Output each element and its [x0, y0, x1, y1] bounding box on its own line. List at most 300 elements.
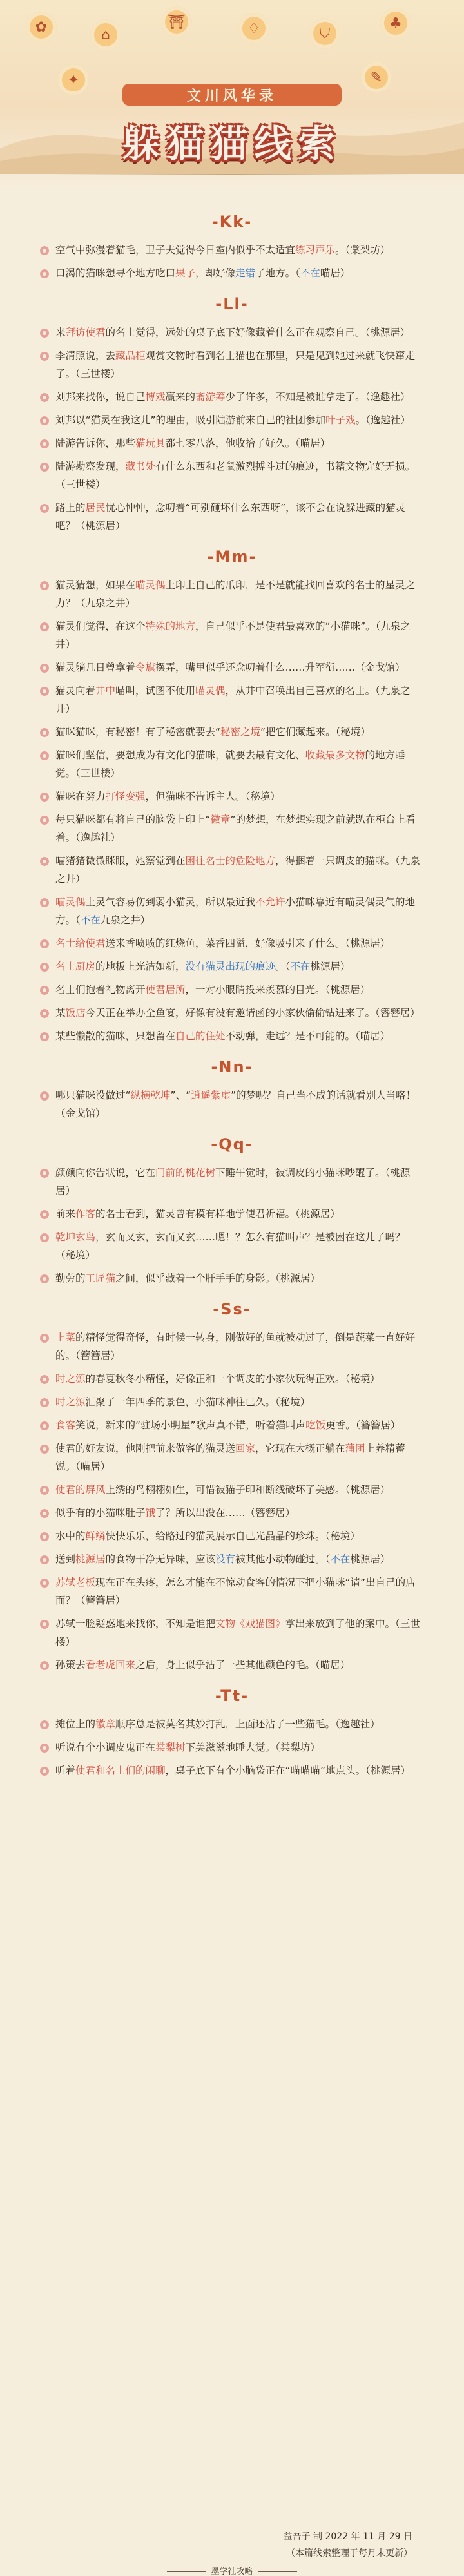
- clue-text-segment: 喵猪猪微微眯眼，她察觉到在: [55, 855, 186, 867]
- clue-text-segment: 李清照说，去: [55, 350, 116, 361]
- clue-item: [40, 1573, 424, 1610]
- clue-text-segment: 下美滋滋地睡大觉。（棠梨坊）: [185, 1742, 320, 1753]
- clue-text-segment: 的地方睡觉。（三世楼）: [55, 749, 405, 779]
- clue-text-segment: 。（: [275, 961, 291, 972]
- bullet-icon: [40, 246, 49, 255]
- clue-text-segment: 摊位上的: [55, 1718, 96, 1730]
- clue-text: [55, 457, 424, 494]
- clue-item: [40, 957, 424, 976]
- clue-text-segment: ，但猫咪不告诉主人。（秘境）: [145, 791, 280, 802]
- clue-text-segment: 摆弄，嘴里似乎还念叨着什么……升军衔……（金戈馆）: [155, 662, 405, 673]
- section-heading: -Nn-: [211, 1058, 253, 1076]
- clue-text-segment: 送来香喷喷的红烧鱼，菜香四溢，好像吸引来了什么。（桃源居）: [105, 937, 391, 949]
- section-heading: -Ll-: [215, 295, 249, 313]
- clue-list: [0, 193, 464, 1780]
- clue-text-segment: 上灵气容易伤到弱小猫灵，所以最近我: [85, 896, 256, 908]
- clue-text-segment: 的名士觉得，远处的桌子底下好像藏着什么正在观察自己。（桃源居）: [105, 327, 411, 338]
- clue-text-segment: 每只猫咪都有将自己的脑袋上印上“: [55, 814, 211, 825]
- clue-text-segment: 陆游勘察发现，: [55, 461, 126, 472]
- bullet-icon: [40, 664, 49, 673]
- clue-text-segment: 被其他小动物碰过。（: [235, 1553, 331, 1565]
- clue-item: [40, 1269, 424, 1287]
- highlight-text: 打怪变强: [105, 791, 146, 802]
- bullet-icon: [40, 1445, 49, 1454]
- clue-text: [55, 1439, 424, 1475]
- bullet-icon: [40, 963, 49, 972]
- bullet-icon: [40, 857, 49, 866]
- highlight-text: 不允许: [255, 896, 285, 908]
- highlight-text: 喵灵偶: [135, 579, 166, 591]
- highlight-text: 喵灵偶: [55, 896, 86, 908]
- clue-text: [55, 576, 424, 612]
- clue-text-segment: 。（逸趣社）: [355, 414, 411, 426]
- clue-text: [55, 1027, 424, 1045]
- bullet-icon: [40, 1767, 49, 1776]
- cat-icon: ✦: [58, 64, 89, 95]
- highlight-text: 名士给使君: [55, 937, 106, 949]
- clue-text-segment: 送到: [55, 1553, 76, 1565]
- bullet-icon: [40, 1532, 49, 1541]
- bullet-icon: [40, 751, 49, 760]
- highlight-text: 秘密之境: [220, 726, 261, 738]
- clue-text: [55, 1481, 424, 1499]
- clue-text: [55, 934, 424, 952]
- clue-item: [40, 981, 424, 999]
- bullet-icon: [40, 1233, 49, 1242]
- clue-item: [40, 658, 424, 677]
- clue-text-segment: 名士们抱着礼物离开: [55, 984, 146, 995]
- bullet-icon: [40, 986, 49, 995]
- clue-text-segment: 猫灵猜想，如果在: [55, 579, 136, 591]
- bullet-icon: [40, 1274, 49, 1283]
- highlight-text: 食客: [55, 1419, 76, 1431]
- bullet-icon: [40, 816, 49, 825]
- clue-item: [40, 1004, 424, 1022]
- banner-text: 文川风华录: [186, 88, 277, 104]
- highlight-text: 徽章: [210, 814, 231, 825]
- scroll-icon: ✎: [361, 62, 392, 93]
- clue-text-segment: 猫咪们坚信，要想成为有文化的猫咪，就要去最有文化、: [55, 749, 305, 761]
- clue-text: [55, 893, 424, 929]
- clue-text-segment: 听着: [55, 1765, 76, 1776]
- clue-text: [55, 787, 424, 805]
- clue-text: [55, 1573, 424, 1610]
- highlight-text: 斋游筹: [195, 391, 226, 403]
- clue-text-segment: 之后，身上似乎沾了一些其他颜色的毛。（喵居）: [135, 1659, 351, 1671]
- clue-item: [40, 746, 424, 782]
- clue-item: [40, 1481, 424, 1499]
- bullet-icon: [40, 622, 49, 631]
- highlight-text: 叶子戏: [325, 414, 356, 426]
- clue-text: [55, 723, 424, 741]
- clue-text-segment: 的食物干净无异味，应该: [105, 1553, 216, 1565]
- clue-item: [40, 1738, 424, 1756]
- clue-text-segment: 孙策去: [55, 1659, 86, 1671]
- clue-text: [55, 388, 424, 406]
- clue-item: [40, 241, 424, 259]
- highlight-text: 时之源: [55, 1396, 86, 1408]
- highlight-text: 时之源: [55, 1373, 86, 1385]
- shield-icon: ⛉: [309, 18, 340, 49]
- clue-text-segment: ，却好像: [195, 267, 236, 279]
- highlight-text: 自己的住处: [175, 1030, 226, 1042]
- clue-text-segment: 的地板上光洁如新，: [95, 961, 186, 972]
- clue-text: [55, 411, 424, 429]
- clue-text-segment: 的春夏秋冬小精怪，好像正和一个调皮的小家伙玩得正欢。（秘境）: [85, 1373, 380, 1385]
- highlight-text: 徽章: [95, 1718, 116, 1730]
- bullet-icon: [40, 1620, 49, 1629]
- bullet-icon: [40, 393, 49, 402]
- header: [0, 0, 464, 193]
- header-banner: [122, 84, 342, 106]
- clue-text-segment: 上印上自己的爪印，是不是就能找回喜欢的名士的星灵之力？（九泉之井）: [55, 579, 416, 609]
- bullet-icon: [40, 352, 49, 361]
- pavilion-icon: ⌂: [90, 19, 121, 50]
- bullet-icon: [40, 1091, 49, 1101]
- clue-text-segment: 颜颜向你告状说，它在: [55, 1167, 156, 1178]
- section-heading: -Kk-: [211, 213, 253, 231]
- clue-text: [55, 617, 424, 653]
- clue-text-segment: 快快乐乐，给路过的猫灵展示自己光晶晶的珍珠。（秘境）: [105, 1530, 360, 1542]
- highlight-text: 鲜鳞: [85, 1530, 106, 1542]
- bullet-icon: [40, 1555, 49, 1564]
- highlight-text: 使君的屏风: [55, 1484, 106, 1495]
- clue-text-segment: 似乎有的小猫咪肚子: [55, 1507, 146, 1519]
- clue-text-segment: 赢来的: [165, 391, 196, 403]
- clue-text-segment: 喵居）: [320, 267, 351, 279]
- section-heading: -Qq-: [211, 1135, 253, 1153]
- highlight-text: 看老虎回来: [85, 1659, 136, 1671]
- highlight-text: 使君和名士们的闲聊: [75, 1765, 166, 1776]
- clue-text-segment: 空气中弥漫着猫毛，卫子夫觉得今日室内似乎不太适宜: [55, 244, 296, 256]
- clue-text-segment: 猫灵躺几日曾拿着: [55, 662, 136, 673]
- clue-text-segment: ，桌子底下有个小脑袋正在“喵喵喵”地点头。（桃源居）: [165, 1765, 411, 1776]
- clue-item: [40, 1370, 424, 1388]
- highlight-text: 练习声乐: [295, 244, 336, 256]
- bullet-icon: [40, 463, 49, 472]
- highlight-text: 上菜: [55, 1332, 76, 1343]
- clue-text-segment: 使君的好友说，他刚把前来做客的猫灵送: [55, 1443, 236, 1454]
- highlight-text: 不在: [290, 961, 311, 972]
- clue-text-segment: 猫灵们觉得，在这个: [55, 620, 146, 632]
- lantern-icon: ♢: [238, 13, 269, 44]
- highlight-text: 不在: [330, 1553, 351, 1565]
- highlight-text: 乾坤玄鸟: [55, 1231, 96, 1243]
- clue-text-segment: 笑说，新来的“驻场小明星”歌声真不错，听着猫叫声: [75, 1419, 306, 1431]
- highlight-text: 居民: [85, 502, 106, 514]
- clue-item: [40, 893, 424, 929]
- clue-text: [55, 1615, 424, 1651]
- bullet-icon: [40, 1375, 49, 1384]
- section-heading: -Tt-: [215, 1687, 249, 1705]
- clue-item: [40, 1228, 424, 1264]
- bullet-icon: [40, 504, 49, 513]
- highlight-text: 逍遥紫虚: [191, 1090, 231, 1101]
- clue-text: [55, 1086, 424, 1122]
- highlight-text: 喵灵偶: [195, 685, 226, 697]
- clue-text: [55, 1715, 424, 1733]
- clue-item: [40, 1393, 424, 1411]
- bullet-icon: [40, 269, 49, 278]
- clue-item: [40, 576, 424, 612]
- clue-item: [40, 934, 424, 952]
- highlight-text: 名士厨房: [55, 961, 96, 972]
- highlight-text: 饭店: [65, 1007, 86, 1019]
- section-heading: -Mm-: [207, 548, 257, 566]
- clue-text: [55, 1205, 424, 1223]
- clue-text-segment: 猫咪猫咪，有秘密！有了秘密就要去“: [55, 726, 221, 738]
- clue-text-segment: ，得捆着一只调皮的猫咪。（九泉之井）: [55, 855, 420, 885]
- highlight-text: 果子: [175, 267, 196, 279]
- highlight-text: 井中: [95, 685, 116, 697]
- clue-item: [40, 388, 424, 406]
- clue-text-segment: 苏轼一脸疑惑地来找你，不知是谁把: [55, 1618, 216, 1629]
- bullet-icon: [40, 793, 49, 802]
- clue-text-segment: 桃源居）: [350, 1553, 391, 1565]
- bullet-icon: [40, 1661, 49, 1670]
- clue-text: [55, 811, 424, 847]
- clue-text: [55, 1370, 424, 1388]
- clue-text: [55, 1527, 424, 1545]
- highlight-text: 不在: [80, 914, 101, 926]
- clue-text-segment: 路上的: [55, 502, 86, 514]
- bullet-icon: [40, 898, 49, 907]
- clue-text-segment: 今天正在举办全鱼宴，好像有没有邀请函的小家伙偷偷钻进来了。（簪簪居）: [85, 1007, 420, 1019]
- clue-text-segment: 了？所以出没在……（簪簪居）: [155, 1507, 296, 1519]
- highlight-text: 走错: [235, 267, 256, 279]
- bullet-icon: [40, 439, 49, 448]
- bullet-icon: [40, 1486, 49, 1495]
- clue-text: [55, 1656, 424, 1674]
- clue-item: [40, 1762, 424, 1780]
- bullet-icon: [40, 1509, 49, 1518]
- clue-text-segment: ，从井中召唤出自己喜欢的名士。（九泉之井）: [55, 685, 411, 715]
- highlight-text: 使君居所: [145, 984, 186, 995]
- clue-item: [40, 411, 424, 429]
- bullet-icon: [40, 1210, 49, 1219]
- bullet-icon: [40, 1744, 49, 1753]
- highlight-text: 桃源居: [75, 1553, 106, 1565]
- clue-text-segment: 桃源居）: [310, 961, 351, 972]
- signature-block: [284, 2528, 412, 2562]
- clue-text: [55, 1393, 424, 1411]
- highlight-text: 拜访使君: [65, 327, 106, 338]
- clue-text-segment: 刘邦来找你，说自己: [55, 391, 146, 403]
- clue-text-segment: 听说有个小调皮鬼正在: [55, 1742, 156, 1753]
- clue-text-segment: ”把它们藏起来。（秘境）: [260, 726, 371, 738]
- clue-text-segment: 现在正在头疼，怎么才能在不惊动食客的情况下把小猫咪“请”出自己的店面？（簪簪居）: [55, 1577, 416, 1606]
- clue-text-segment: 刘邦以“猫灵在我这儿”的理由，吸引陆游前来自己的社团参加: [55, 414, 326, 426]
- flower-icon: ✿: [26, 12, 57, 43]
- clue-text-segment: ，它现在大概正躺在: [255, 1443, 345, 1454]
- clue-text-segment: 猫咪在努力: [55, 791, 106, 802]
- clue-item: [40, 323, 424, 341]
- footer: 墨学社攻略: [0, 2564, 464, 2576]
- clue-text: [55, 1738, 424, 1756]
- clue-text-segment: 下睡午觉时，被调皮的小猫咪吵醒了。（桃源居）: [55, 1167, 411, 1197]
- clue-text-segment: 观赏文物时看到名士猫也在那里，只是见到她过来就飞快窜走了。（三世楼）: [55, 350, 416, 380]
- bullet-icon: [40, 1169, 49, 1178]
- clue-text: [55, 499, 424, 535]
- clue-text-segment: ”的梦想，在梦想实现之前就趴在柜台上看着。（逸趣社）: [55, 814, 416, 843]
- clue-text: [55, 434, 424, 452]
- clue-item: [40, 1527, 424, 1545]
- clue-item: [40, 852, 424, 888]
- highlight-text: 收藏最多文物: [305, 749, 365, 761]
- highlight-text: 没有: [215, 1553, 236, 1565]
- highlight-text: 纵横乾坤: [130, 1090, 171, 1101]
- clue-text-segment: 汇聚了一年四季的景色，小猫咪神往已久。（秘境）: [85, 1396, 311, 1408]
- highlight-text: 饿: [145, 1507, 156, 1519]
- clue-text: [55, 1504, 424, 1522]
- highlight-text: 特殊的地方: [145, 620, 196, 632]
- highlight-text: 猫玩具: [135, 437, 166, 449]
- update-note: （本篇线索整理于每月末更新）: [286, 2548, 412, 2559]
- palace-icon: ⛩: [161, 6, 192, 37]
- clue-item: [40, 434, 424, 452]
- clue-text-segment: 前来: [55, 1208, 76, 1220]
- clue-text: [55, 1329, 424, 1365]
- clue-text-segment: 小猫咪靠近有喵灵偶灵气的地方。（: [55, 896, 416, 926]
- bullet-icon: [40, 939, 49, 948]
- clue-text-segment: 的名士看到，猫灵曾有模有样地学使君祈福。（桃源居）: [95, 1208, 340, 1220]
- clue-item: [40, 1416, 424, 1434]
- highlight-text: 吃饭: [305, 1419, 326, 1431]
- clue-text-segment: 有什么东西和老鼠激烈搏斗过的痕迹，书籍文物完好无损。（三世楼）: [55, 461, 416, 490]
- clue-text-segment: 忧心忡忡，念叨着“可别砸坏什么东西呀”，该不会在说躲进藏的猫灵吧？（桃源居）: [55, 502, 406, 532]
- bullet-icon: [40, 416, 49, 425]
- clue-text-segment: ，玄而又玄，玄而又玄……嗯！？怎么有猫叫声？是被困在这儿了吗？（秘境）: [55, 1231, 405, 1261]
- clue-item: [40, 1504, 424, 1522]
- highlight-text: 回家: [235, 1443, 256, 1454]
- highlight-text: 没有猫灵出现的痕迹: [185, 961, 276, 972]
- clue-text-segment: 顺序总是被莫名其妙打乱，上面还沾了一些猫毛。（逸趣社）: [115, 1718, 380, 1730]
- highlight-text: 棠梨树: [155, 1742, 186, 1753]
- clue-text-segment: 九泉之井）: [100, 914, 151, 926]
- clue-item: [40, 723, 424, 741]
- clue-text-segment: 了地方。（: [255, 267, 300, 279]
- bullet-icon: [40, 728, 49, 737]
- clue-text-segment: ，一对小眼睛投来羡慕的目光。（桃源居）: [185, 984, 371, 995]
- clue-text-segment: 上绣的鸟栩栩如生，可惜被猫子印和断线破坏了美感。（桃源居）: [105, 1484, 391, 1495]
- clue-text-segment: 猫灵向着: [55, 685, 96, 697]
- clue-text-segment: 勤劳的: [55, 1273, 86, 1284]
- clue-text-segment: 口渴的猫咪想寻个地方吃口: [55, 267, 176, 279]
- clue-text-segment: 更香。（簪簪居）: [325, 1419, 401, 1431]
- bullet-icon: [40, 1032, 49, 1041]
- clue-text: [55, 1164, 424, 1200]
- clue-item: [40, 264, 424, 282]
- clue-item: [40, 1615, 424, 1651]
- bullet-icon: [40, 1720, 49, 1729]
- clue-text-segment: 陆游告诉你，那些: [55, 437, 136, 449]
- highlight-text: 令旗: [135, 662, 156, 673]
- clue-item: [40, 1086, 424, 1122]
- clue-item: [40, 1027, 424, 1045]
- clue-text: [55, 1004, 424, 1022]
- clue-text: [55, 323, 424, 341]
- highlight-text: 文物《戏猫图》: [215, 1618, 285, 1629]
- clue-item: [40, 1715, 424, 1733]
- clue-text-segment: 的精怪觉得奇怪，有时候一转身，刚做好的鱼就被动过了，倒是蔬菜一直好好的。（簪簪居）: [55, 1332, 416, 1361]
- clue-text: [55, 682, 424, 718]
- clue-item: [40, 1439, 424, 1475]
- highlight-text: 作客: [75, 1208, 96, 1220]
- clue-text: [55, 1550, 424, 1568]
- signature-line: 益吾子 制 2022 年 11 月 29 日: [283, 2532, 412, 2542]
- clue-item: [40, 1656, 424, 1674]
- highlight-text: 不在: [300, 267, 320, 279]
- clue-text: [55, 852, 424, 888]
- clue-item: [40, 682, 424, 718]
- clue-text-segment: 水中的: [55, 1530, 86, 1542]
- clue-text-segment: 上养精蓄锐。（喵居）: [55, 1443, 405, 1472]
- title-divider: [52, 174, 412, 175]
- bullet-icon: [40, 1421, 49, 1430]
- clue-text: [55, 347, 424, 383]
- clue-item: [40, 1550, 424, 1568]
- clue-text: [55, 1416, 424, 1434]
- bullet-icon: [40, 687, 49, 696]
- clue-text-segment: 喵叫，试图不使用: [115, 685, 196, 697]
- clue-text: [55, 241, 424, 259]
- clue-text: [55, 981, 424, 999]
- clue-item: [40, 617, 424, 653]
- clue-text-segment: 。（棠梨坊）: [335, 244, 391, 256]
- clue-text: [55, 658, 424, 677]
- clue-text: [55, 1228, 424, 1264]
- highlight-text: 困住名士的危险地方: [185, 855, 276, 867]
- clue-text: [55, 264, 424, 282]
- clue-item: [40, 457, 424, 494]
- clue-item: [40, 1164, 424, 1200]
- clue-text-segment: 来: [55, 327, 66, 338]
- clue-item: [40, 1205, 424, 1223]
- highlight-text: 工匠猫: [85, 1273, 116, 1284]
- clue-text: [55, 1762, 424, 1780]
- bullet-icon: [40, 329, 49, 338]
- clue-text-segment: 之间，似乎藏着一个肝手手的身影。（桃源居）: [115, 1273, 320, 1284]
- clue-text-segment: 某些懒散的猫咪，只想留在: [55, 1030, 176, 1042]
- clue-text-segment: ”的梦呢？自己当不成的话就看别人当咯！（金戈馆）: [55, 1090, 416, 1119]
- clue-text-segment: 不动弹，走远？是不可能的。（喵居）: [225, 1030, 391, 1042]
- clue-item: [40, 499, 424, 535]
- clue-text-segment: ，自己似乎不是使君最喜欢的“小猫咪”。（九泉之井）: [55, 620, 411, 650]
- clue-text-segment: 拿出来放到了他的案中。（三世楼）: [55, 1618, 420, 1648]
- clue-text: [55, 957, 424, 976]
- clue-item: [40, 347, 424, 383]
- page-title: 躲猫猫线索: [122, 122, 342, 166]
- clue-item: [40, 811, 424, 847]
- clue-item: [40, 787, 424, 805]
- bullet-icon: [40, 1398, 49, 1407]
- highlight-text: 藏品柜: [115, 350, 146, 361]
- highlight-text: 蒲团: [345, 1443, 365, 1454]
- highlight-text: 苏轼老板: [55, 1577, 96, 1588]
- clue-text-segment: 都七零八落，他收拾了好久。（喵居）: [165, 437, 331, 449]
- clue-text-segment: ”、“: [170, 1090, 191, 1101]
- clue-text: [55, 1269, 424, 1287]
- clue-text: [55, 746, 424, 782]
- clue-text-segment: 某: [55, 1007, 66, 1019]
- clue-text-segment: 哪只猫咪没做过“: [55, 1090, 131, 1101]
- section-heading: -Ss-: [213, 1300, 251, 1318]
- highlight-text: 藏书处: [125, 461, 156, 472]
- highlight-text: 门前的桃花树: [155, 1167, 216, 1178]
- clue-item: [40, 1329, 424, 1365]
- bullet-icon: [40, 581, 49, 590]
- highlight-text: 博戏: [145, 391, 166, 403]
